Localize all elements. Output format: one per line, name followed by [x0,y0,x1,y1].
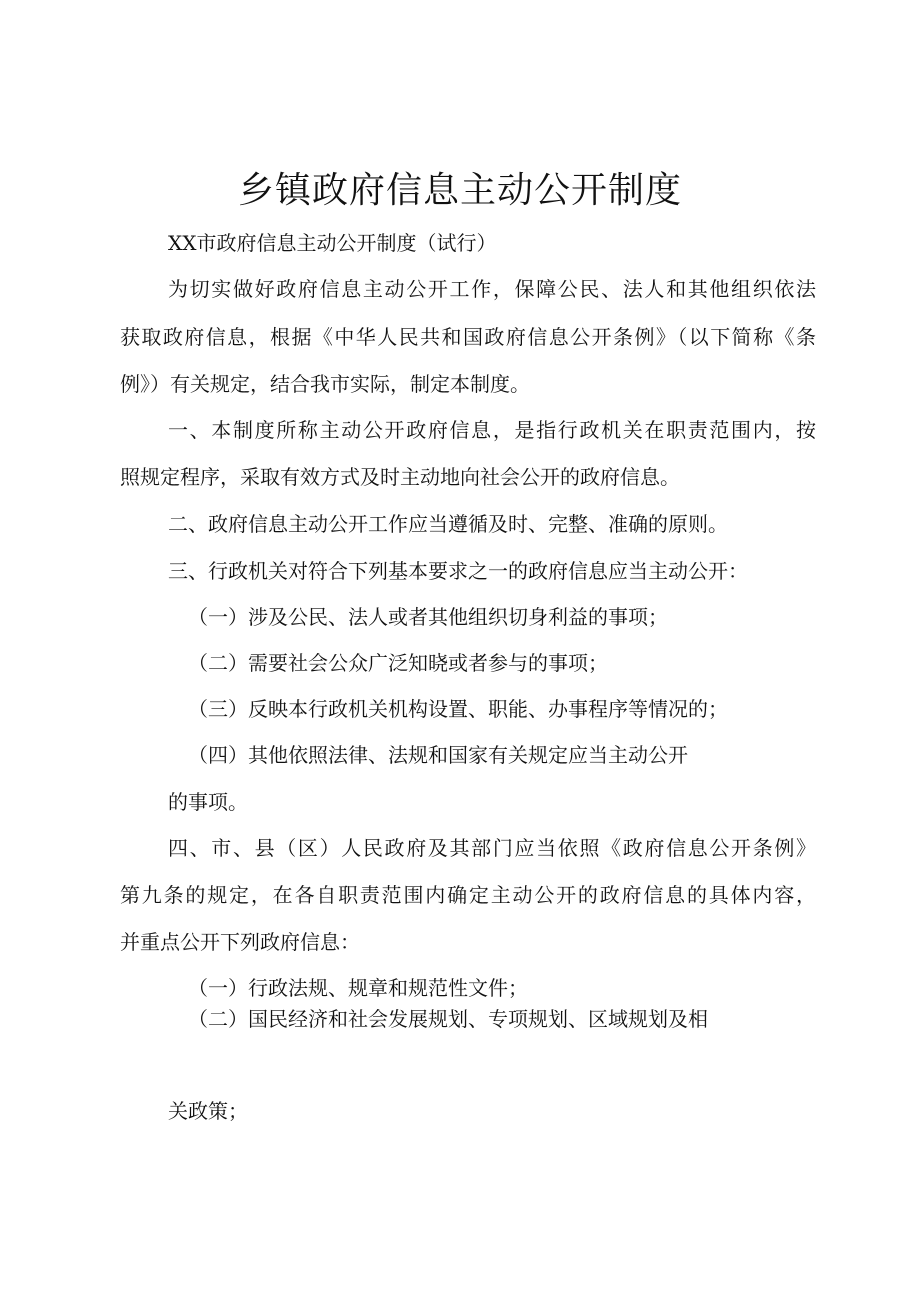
list-item-continuation: 关政策； [168,1099,248,1123]
paragraph-line: 二、政府信息主动公开工作应当遵循及时、完整、准确的原则。 [168,512,728,536]
list-item-continuation: 的事项。 [168,790,248,814]
list-item: （一）涉及公民、法人或者其他组织切身利益的事项； [188,605,668,629]
paragraph-line: 三、行政机关对符合下列基本要求之一的政府信息应当主动公开： [168,559,748,583]
list-item: （二）需要社会公众广泛知晓或者参与的事项； [188,651,608,675]
paragraph-line: 例》）有关规定，结合我市实际，制定本制度。 [120,372,530,396]
paragraph-line: 第九条的规定，在各自职责范围内确定主动公开的政府信息的具体内容， [120,883,816,907]
paragraph-line: 并重点公开下列政府信息： [120,930,360,954]
paragraph-line: 一、本制度所称主动公开政府信息，是指行政机关在职责范围内，按 [168,418,816,442]
list-item: （二）国民经济和社会发展规划、专项规划、区域规划及相 [188,1007,708,1031]
document-subtitle: XX市政府信息主动公开制度（试行） [168,231,497,255]
list-item: （四）其他依照法律、法规和国家有关规定应当主动公开 [188,743,688,767]
list-item: （一）行政法规、规章和规范性文件； [188,976,528,1000]
paragraph-line: 为切实做好政府信息主动公开工作，保障公民、法人和其他组织依法 [168,277,816,301]
paragraph-line: 照规定程序，采取有效方式及时主动地向社会公开的政府信息。 [120,465,680,489]
list-item: （三）反映本行政机关机构设置、职能、办事程序等情况的； [188,697,728,721]
paragraph-line: 四、市、县（区）人民政府及其部门应当依照《政府信息公开条例》 [168,836,816,860]
paragraph-line: 获取政府信息，根据《中华人民共和国政府信息公开条例》（以下简称《条 [120,325,816,349]
document-title: 乡镇政府信息主动公开制度 [237,170,682,211]
